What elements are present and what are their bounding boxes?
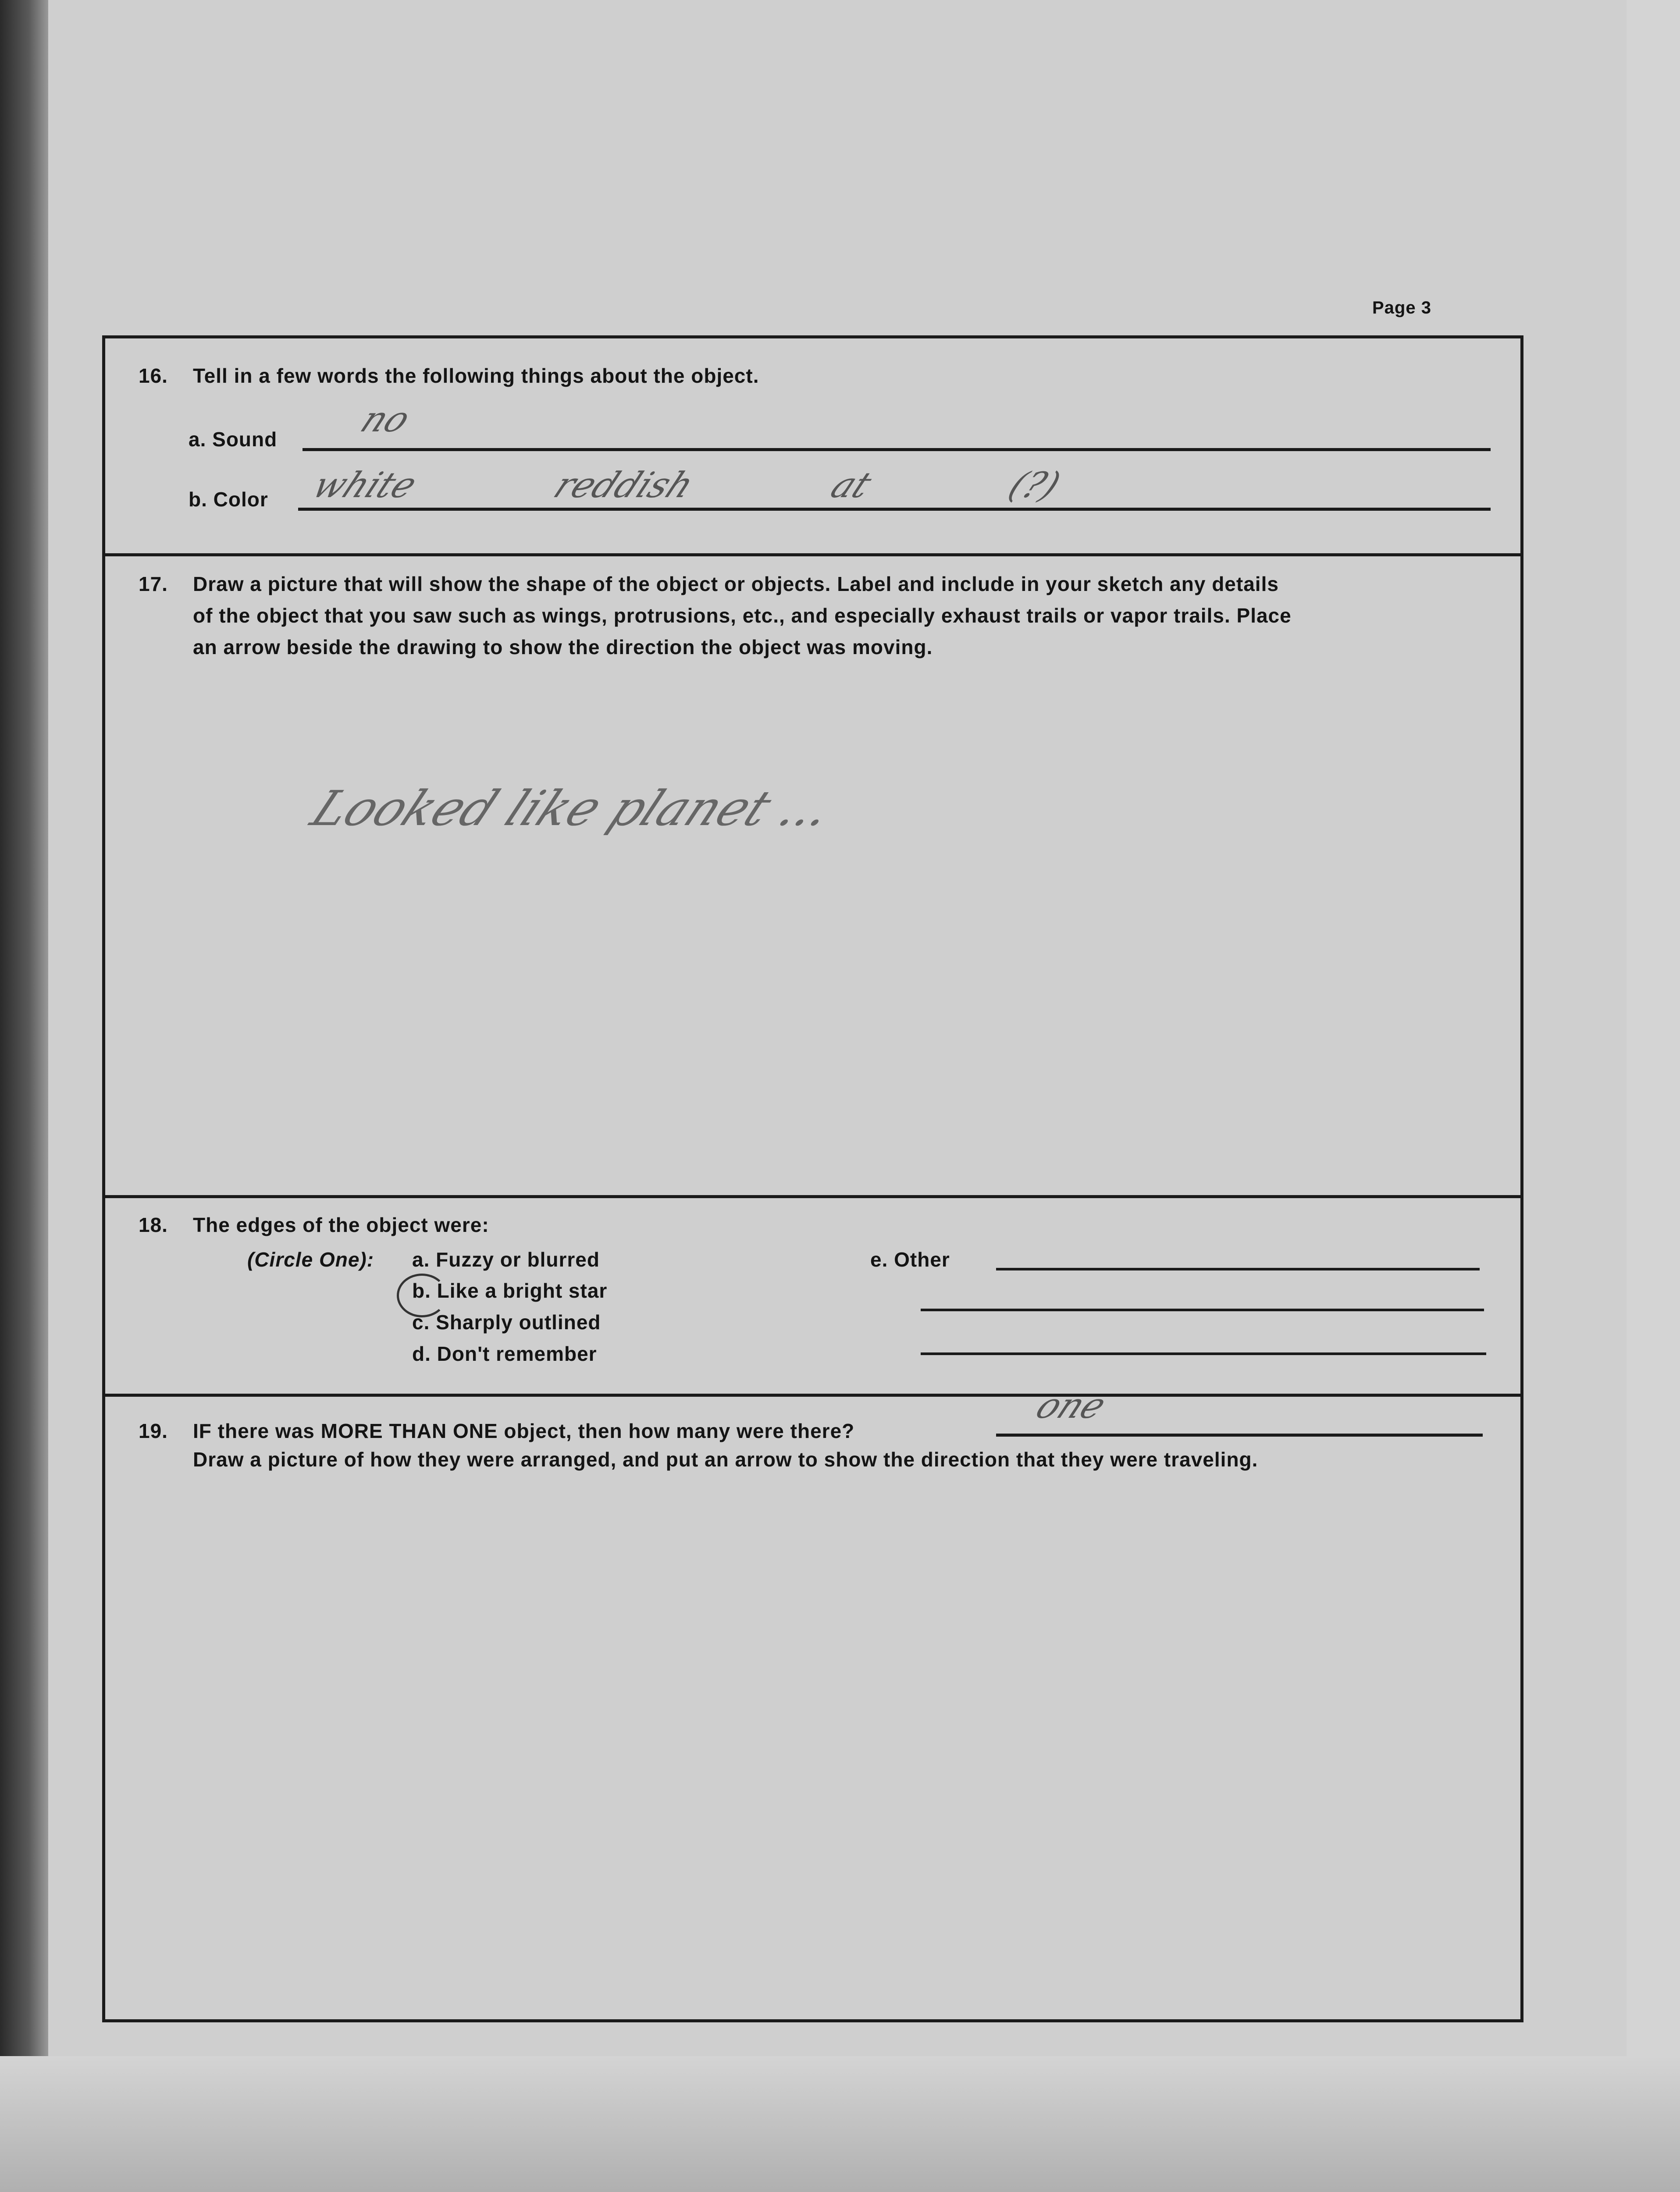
q16-prompt: Tell in a few words the following things about the object. [193,364,759,387]
color-field-line [298,508,1491,511]
q17-number: 17. [139,573,168,595]
q17-line-1: Draw a picture that will show the shape of the object or objects. Label and include in your sketch any details [193,573,1279,595]
sketch-answer[interactable]: Looked like planet ... [303,780,842,836]
option-e-other[interactable]: e. Other [870,1248,950,1271]
q16-number: 16. [139,364,168,387]
q17-line-3: an arrow beside the drawing to show the direction the object was moving. [193,636,933,658]
count-field-line [996,1434,1483,1437]
color-answer[interactable]: white reddish at (?) [306,465,1068,505]
page-number: Page 3 [1372,298,1431,317]
q19-line-2: Draw a picture of how they were arranged, and put an arrow to show the direction that they were traveling. [193,1448,1258,1471]
q17-line-2: of the object that you saw such as wings, protrusions, etc., and especially exhaust trails or vapor trails. Place [193,604,1292,627]
other-line [921,1352,1486,1355]
count-answer[interactable]: one [1029,1385,1113,1426]
option-b[interactable]: b. Like a bright star [412,1279,608,1302]
other-line [996,1268,1480,1270]
option-c[interactable]: c. Sharply outlined [412,1311,601,1334]
sound-label: a. Sound [189,428,278,451]
circle-one-label: (Circle One): [247,1248,374,1271]
film-edge [0,0,48,2056]
q19-prompt: IF there was MORE THAN ONE object, then how many were there? [193,1420,855,1442]
color-label: b. Color [189,488,268,511]
other-line [921,1309,1484,1311]
sound-field-line [303,448,1491,451]
sound-answer[interactable]: no [354,399,417,440]
divider [102,1394,1523,1397]
option-a[interactable]: a. Fuzzy or blurred [412,1248,600,1271]
option-d[interactable]: d. Don't remember [412,1342,597,1365]
q18-number: 18. [139,1213,168,1236]
q19-number: 19. [139,1420,168,1442]
q18-prompt: The edges of the object were: [193,1213,489,1236]
divider [102,553,1523,556]
divider [102,1195,1523,1198]
